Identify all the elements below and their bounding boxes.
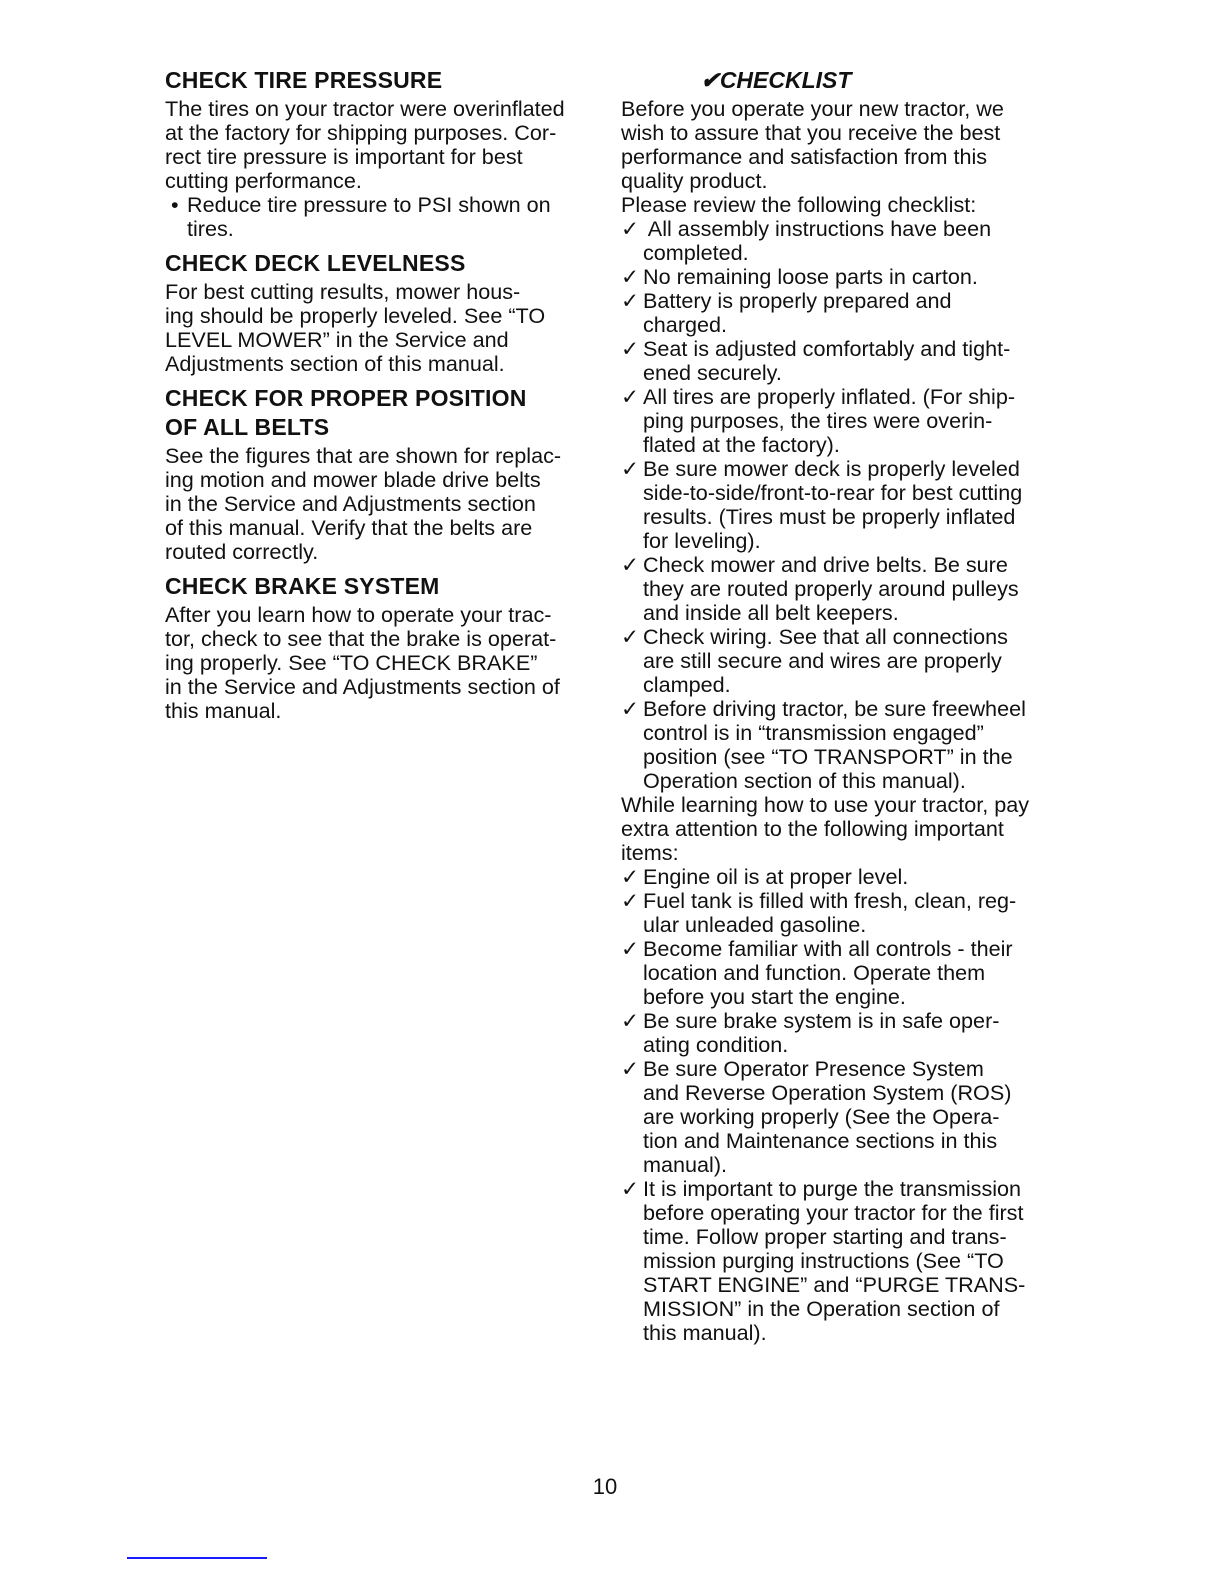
line-text: ping purposes, the tires were overin- [643,408,993,433]
text-line [165,121,595,145]
text-line [621,1321,1061,1345]
text-line [621,409,1061,433]
line-text: quality product. [621,168,768,193]
line-text: Check mower and drive belts. Be sure [643,552,1008,577]
line-text: Seat is adjusted comfortably and tight- [643,336,1011,361]
text-line [621,385,1061,409]
text-line [165,492,595,516]
checkmark-icon: ✓ [621,624,640,649]
section [165,384,595,564]
text-line [165,675,595,699]
text-line [621,577,1061,601]
text-line [621,241,1061,265]
text-line [621,313,1061,337]
line-text: No remaining loose parts in carton. [643,264,978,289]
text-line [621,1273,1061,1297]
checklist-item [621,625,1061,697]
paragraph [621,793,1061,865]
text-line [621,913,1061,937]
section [165,249,595,376]
text-line [165,328,595,352]
text-line [621,1153,1061,1177]
text-line [621,289,1061,313]
line-text: and inside all belt keepers. [643,600,899,625]
text-line [621,649,1061,673]
line-text: mission purging instructions (See “TO [643,1248,1004,1273]
line-text: ating condition. [643,1032,789,1057]
line-text: tor, check to see that the brake is operat- [165,626,557,651]
text-line [621,457,1061,481]
text-line [621,505,1061,529]
paragraph [165,603,595,723]
checklist-item [621,553,1061,625]
text-line [621,601,1061,625]
text-line [621,1033,1061,1057]
paragraph [165,444,595,564]
text-line [165,516,595,540]
text-line [165,97,595,121]
line-text: at the factory for shipping purposes. Cor- [165,120,557,145]
text-line [621,1177,1061,1201]
line-text: ing motion and mower blade drive belts [165,467,541,492]
text-line [621,1225,1061,1249]
line-text: The tires on your tractor were overinflated [165,96,565,121]
line-text: While learning how to use your tractor, pay [621,792,1030,817]
line-text: MISSION” in the Operation section of [643,1296,1000,1321]
checkmark-icon: ✓ [621,1176,640,1201]
text-line [165,603,595,627]
line-text: All tires are properly inflated. (For ship- [643,384,1016,409]
line-text: tion and Maintenance sections in this [643,1128,998,1153]
line-text: in the Service and Adjustments section of [165,674,560,699]
text-line [621,553,1061,577]
line-text: this manual). [643,1320,767,1345]
line-text: of this manual. Verify that the belts are [165,515,533,540]
checklist-item [621,1009,1061,1057]
section-heading: CHECK DECK LEVELNESS [165,250,466,276]
line-text: Please review the following checklist: [621,192,977,217]
line-text: completed. [643,240,749,265]
checkmark-icon: ✓ [621,1008,640,1033]
line-text: before operating your tractor for the first [643,1200,1024,1225]
line-text: ular unleaded gasoline. [643,912,867,937]
text-line [621,121,1061,145]
section-heading: OF ALL BELTS [165,414,330,440]
line-text: performance and satisfaction from this [621,144,988,169]
line-text: they are routed properly around pulleys [643,576,1019,601]
text-line [621,673,1061,697]
checkmark-icon: ✓ [621,552,640,577]
line-text: for leveling). [643,528,761,553]
checklist-item [621,697,1061,793]
line-text: before you start the engine. [643,984,906,1009]
text-line [621,1009,1061,1033]
section [165,572,595,723]
line-text: routed correctly. [165,539,319,564]
text-line [165,699,595,723]
paragraph [165,280,595,376]
text-line [621,721,1061,745]
checkmark-icon: ✓ [621,696,640,721]
checklist-title: ✔CHECKLIST [700,67,852,93]
section-heading: CHECK BRAKE SYSTEM [165,573,440,599]
text-line [165,352,595,376]
text-line [621,1057,1061,1081]
line-text: and Reverse Operation System (ROS) [643,1080,1012,1105]
line-text: flated at the factory). [643,432,840,457]
checkmark-icon: ✓ [621,456,640,481]
text-line [621,217,1061,241]
section-body [165,280,595,376]
line-text: are working properly (See the Opera- [643,1104,1000,1129]
text-line [621,817,1061,841]
checklist-item [621,1057,1061,1177]
text-line [621,865,1061,889]
checklist-item [621,457,1061,553]
text-line [621,985,1061,1009]
line-text: Adjustments section of this manual. [165,351,505,376]
text-line [165,169,595,193]
checklist-column [621,97,1061,1345]
line-text: After you learn how to operate your trac- [165,602,552,627]
checklist-item [621,865,1061,889]
text-line [621,889,1061,913]
line-text: Be sure Operator Presence System [643,1056,984,1081]
line-text: ing properly. See “TO CHECK BRAKE” [165,650,538,675]
paragraph [621,97,1061,217]
line-text: control is in “transmission engaged” [643,720,984,745]
text-line [165,627,595,651]
line-text: Operation section of this manual). [643,768,966,793]
checklist-item [621,289,1061,337]
text-line [621,937,1061,961]
line-text: are still secure and wires are properly [643,648,1002,673]
line-text: START ENGINE” and “PURGE TRANS- [643,1272,1026,1297]
line-text: See the figures that are shown for replac- [165,443,562,468]
section-heading: CHECK TIRE PRESSURE [165,67,443,93]
line-text: Before you operate your new tractor, we [621,96,1004,121]
text-line [621,1249,1061,1273]
line-text: items: [621,840,679,865]
text-line [621,1201,1061,1225]
text-line [165,280,595,304]
line-text: wish to assure that you receive the best [621,120,1001,145]
paragraph [165,97,595,193]
text-line [165,217,595,241]
text-line [165,444,595,468]
line-text: side-to-side/front-to-rear for best cutting [643,480,1023,505]
section-body [165,97,595,241]
footer-rule [127,1557,267,1559]
checkmark-icon: ✓ [621,216,640,241]
page-number-text: 10 [592,1474,618,1499]
line-text: clamped. [643,672,731,697]
text-line [621,529,1061,553]
checklist-item [621,937,1061,1009]
checkmark-icon: ✓ [621,936,640,961]
checkmark-icon: ✓ [621,288,640,313]
line-text: charged. [643,312,728,337]
text-line [621,745,1061,769]
text-line [621,433,1061,457]
text-line [621,841,1061,865]
text-line [621,145,1061,169]
text-line [621,625,1061,649]
checkmark-icon: ✓ [621,864,640,889]
line-text: ened securely. [643,360,782,385]
section-body [165,603,595,723]
text-line [621,769,1061,793]
line-text: cutting performance. [165,168,362,193]
line-text: ing should be properly leveled. See “TO [165,303,546,328]
line-text: Battery is properly prepared and [643,288,952,313]
text-line [165,468,595,492]
line-text: position (see “TO TRANSPORT” in the [643,744,1013,769]
text-line [165,145,595,169]
section-heading: CHECK FOR PROPER POSITION [165,385,527,411]
left-column [165,66,595,723]
checkmark-icon: ✓ [621,888,640,913]
line-text: location and function. Operate them [643,960,986,985]
text-line [621,1081,1061,1105]
line-text: It is important to purge the transmission [643,1176,1022,1201]
text-line [165,304,595,328]
text-line [621,1297,1061,1321]
text-line [621,1105,1061,1129]
text-line [621,961,1061,985]
checkmark-icon: ✓ [621,1056,640,1081]
checkmark-icon: ✓ [621,264,640,289]
checklist-item [621,217,1061,265]
line-text: Engine oil is at proper level. [643,864,909,889]
page-number [0,1474,1224,1500]
line-text: results. (Tires must be properly inflated [643,504,1016,529]
text-line [621,793,1061,817]
line-text: Check wiring. See that all connections [643,624,1008,649]
line-text: tires. [187,216,234,241]
line-text: extra attention to the following important [621,816,1004,841]
text-line [165,651,595,675]
text-line [621,193,1061,217]
line-text: Become familiar with all controls - their [643,936,1013,961]
line-text: All assembly instructions have been [643,216,992,241]
bullet-item [165,193,595,241]
text-line [621,481,1061,505]
text-line [621,97,1061,121]
section [165,66,595,241]
text-line [621,169,1061,193]
line-text: Reduce tire pressure to PSI shown on [187,192,551,217]
text-line [621,697,1061,721]
line-text: Before driving tractor, be sure freewheel [643,696,1026,721]
text-line [621,361,1061,385]
text-line [621,265,1061,289]
checklist-item [621,337,1061,385]
line-text: Fuel tank is filled with fresh, clean, reg- [643,888,1017,913]
checklist-item [621,385,1061,457]
line-text: this manual. [165,698,282,723]
line-text: time. Follow proper starting and trans- [643,1224,1007,1249]
line-text: in the Service and Adjustments section [165,491,536,516]
line-text: Be sure brake system is in safe oper- [643,1008,1000,1033]
line-text: For best cutting results, mower hous- [165,279,521,304]
text-line [621,337,1061,361]
checklist-item [621,1177,1061,1345]
line-text: manual). [643,1152,728,1177]
section-body [165,444,595,564]
text-line [165,193,595,217]
checklist-item [621,889,1061,937]
checkmark-icon: ✓ [621,384,640,409]
line-text: Be sure mower deck is properly leveled [643,456,1020,481]
text-line [621,1129,1061,1153]
checkmark-icon: ✓ [621,336,640,361]
bullet-icon: • [171,192,179,217]
text-line [165,540,595,564]
checklist-item [621,265,1061,289]
line-text: LEVEL MOWER” in the Service and [165,327,509,352]
line-text: rect tire pressure is important for best [165,144,523,169]
